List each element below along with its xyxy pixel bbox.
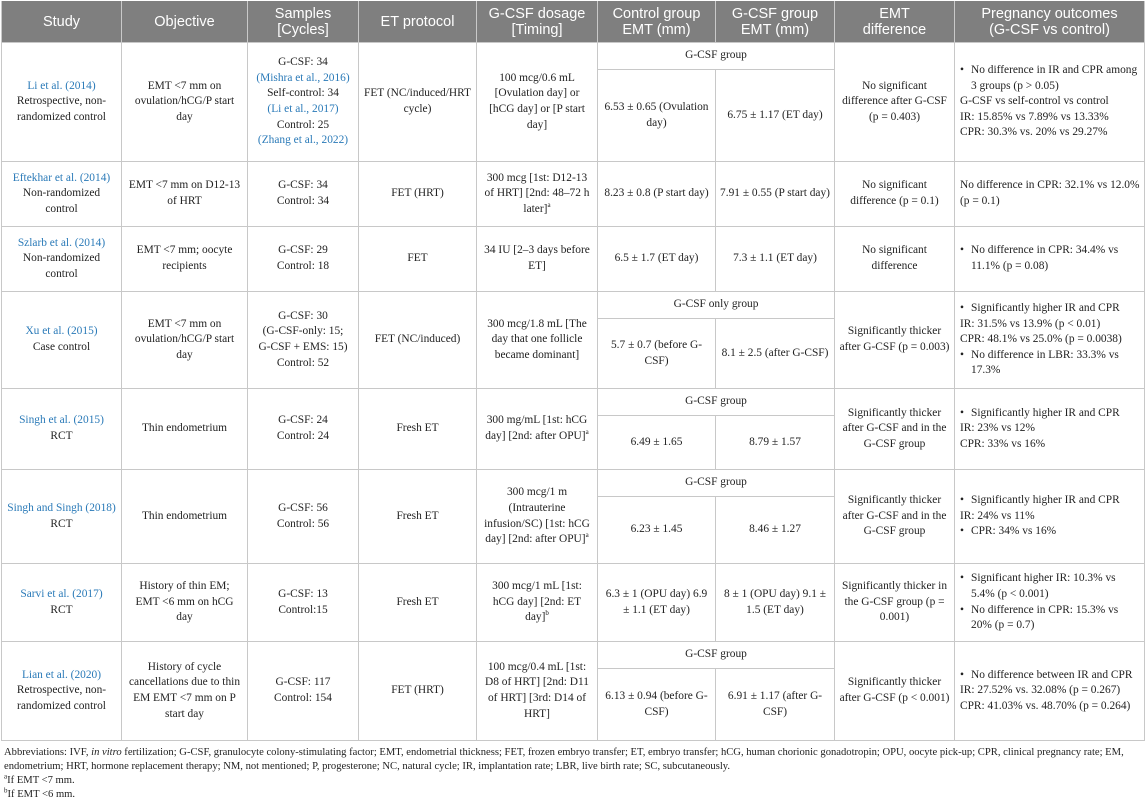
header-pregnancy-outcomes: Pregnancy outcomes (G-CSF vs control) <box>955 1 1145 43</box>
cell-pregnancy-outcomes <box>955 43 1145 162</box>
outcome-item: CPR: 48.1% vs 25.0% (p = 0.0038) <box>960 333 1122 346</box>
header-study: Study <box>2 1 122 43</box>
cell-gcsf-emt <box>716 70 835 162</box>
control-emt-value: 5.7 ± 0.7 (before G-CSF) <box>610 338 703 367</box>
control-emt-value: 6.3 ± 1 (OPU day) 6.9 ± 1.1 (ET day) <box>605 587 708 616</box>
cell-objective <box>122 564 248 642</box>
cell-gcsf-emt <box>716 162 835 227</box>
outcome-item: • No difference in LBR: 33.3% vs 17.3% <box>960 348 1140 379</box>
emt-difference-text: Significantly thicker after G-CSF (p = 0.003) <box>839 325 950 353</box>
sample-citation-link: (Li et al., 2017) <box>267 103 339 115</box>
table-row <box>2 292 1145 319</box>
objective-text: Thin endometrium <box>141 509 228 522</box>
header-samples: Samples [Cycles] <box>248 1 359 43</box>
study-citation-link: Sarvi et al. (2017) <box>20 587 103 600</box>
emt-difference-text: Significantly thicker after G-CSF (p < 0.001) <box>839 676 950 704</box>
emt-subheader: G-CSF group <box>685 648 747 661</box>
gcsf-studies-table <box>1 1 1145 741</box>
gcsf-emt-value: 8.1 ± 2.5 (after G-CSF) <box>721 346 829 359</box>
cell-study <box>2 389 122 470</box>
cell-study <box>2 162 122 227</box>
outcomes-list <box>960 406 1140 453</box>
cell-control-emt <box>598 416 716 470</box>
cell-study <box>2 642 122 741</box>
sample-line: Control:15 <box>278 603 328 616</box>
cell-gcsf-emt <box>716 319 835 389</box>
cell-gcsf-emt <box>716 564 835 642</box>
outcome-item: • Significantly higher IR and CPR <box>960 301 1140 317</box>
gcsf-emt-value: 7.91 ± 0.55 (P start day) <box>720 187 830 200</box>
sample-line: Control: 56 <box>276 517 330 530</box>
gcsf-emt-value: 6.91 ± 1.17 (after G-CSF) <box>727 689 823 718</box>
sample-line: Control: 154 <box>274 692 332 704</box>
dosage-text: 300 mcg/1 m (Intrauterine infusion/SC) [1st: hCG day] [2nd: after OPU] <box>484 486 590 546</box>
cell-gcsf-dosage <box>477 43 598 162</box>
study-citation-link: Szlarb et al. (2014) <box>17 236 106 249</box>
cell-gcsf-dosage <box>477 162 598 227</box>
table-row <box>2 642 1145 669</box>
table-row <box>2 43 1145 70</box>
cell-samples <box>248 389 359 470</box>
cell-control-emt <box>598 227 716 292</box>
emt-subheader: G-CSF only group <box>673 298 759 311</box>
study-design: Non-randomized control <box>22 187 101 215</box>
study-citation-link: Eftekhar et al. (2014) <box>12 171 111 184</box>
sample-line: G-CSF: 34 <box>278 56 328 69</box>
control-emt-value: 6.53 ± 0.65 (Ovulation day) <box>604 100 709 129</box>
sample-line: (G-CSF-only: 15; <box>262 325 344 338</box>
cell-control-emt <box>598 669 716 741</box>
cell-control-emt <box>598 564 716 642</box>
cell-study <box>2 43 122 162</box>
outcome-item: • No difference in CPR: 34.4% vs 11.1% (p = 0.08) <box>960 243 1140 274</box>
cell-gcsf-emt <box>716 416 835 470</box>
gcsf-emt-value: 8.46 ± 1.27 <box>749 523 801 536</box>
outcomes-list <box>960 301 1140 379</box>
outcome-item: • No difference between IR and CPR <box>960 668 1140 684</box>
table-row <box>2 227 1145 292</box>
outcome-item: CPR: 41.03% vs. 48.70% (p = 0.264) <box>960 699 1131 712</box>
header-control-emt: Control group EMT (mm) <box>598 1 716 43</box>
cell-control-emt <box>598 319 716 389</box>
objective-text: EMT <7 mm on ovulation/hCG/P start day <box>134 79 235 123</box>
cell-et-protocol <box>359 162 477 227</box>
outcome-item: IR: 31.5% vs 13.9% (p < 0.01) <box>960 317 1101 330</box>
cell-gcsf-dosage <box>477 227 598 292</box>
study-design: RCT <box>50 430 73 442</box>
outcome-item: IR: 27.52% vs. 32.08% (p = 0.267) <box>960 684 1121 697</box>
sample-line: Control: 18 <box>276 260 330 272</box>
sample-line: G-CSF: 30 <box>278 309 328 322</box>
cell-objective <box>122 292 248 389</box>
study-design: Case control <box>32 341 91 353</box>
sample-line: G-CSF: 24 <box>278 414 328 427</box>
outcome-item: No difference in CPR: 32.1% vs 12.0% (p = 0.1) <box>960 179 1140 207</box>
cell-emt-difference <box>835 227 955 292</box>
outcomes-list <box>960 493 1140 540</box>
dosage-text: 100 mcg/0.6 mL [Ovulation day] or [hCG day] or [P start day] <box>489 71 585 131</box>
cell-emt-subheader <box>598 470 835 497</box>
objective-text: EMT <7 mm on D12-13 of HRT <box>128 179 241 207</box>
cell-emt-difference <box>835 470 955 564</box>
header-et-protocol: ET protocol <box>359 1 477 43</box>
cell-et-protocol <box>359 43 477 162</box>
cell-emt-difference <box>835 564 955 642</box>
dosage-text: 300 mg/mL [1st: hCG day] [2nd: after OPU] <box>485 414 588 442</box>
dosage-text: 34 IU [2–3 days before ET] <box>484 244 590 272</box>
cell-objective <box>122 227 248 292</box>
outcome-item: CPR: 30.3% vs. 20% vs 29.27% <box>960 126 1108 139</box>
table-footnotes <box>4 746 1140 802</box>
outcome-item: G-CSF vs self-control vs control <box>960 95 1109 108</box>
cell-gcsf-dosage <box>477 564 598 642</box>
cell-gcsf-dosage <box>477 292 598 389</box>
emt-subheader: G-CSF group <box>685 49 747 62</box>
control-emt-value: 6.23 ± 1.45 <box>630 523 683 536</box>
cell-gcsf-dosage <box>477 642 598 741</box>
cell-samples <box>248 227 359 292</box>
sample-line: G-CSF + EMS: 15) <box>258 341 348 353</box>
abbreviations-note: Abbreviations: IVF, in vitro fertilization; G-CSF, granulocyte colony-stimulating factor; EMT, endometrial thickness; FET, frozen embryo transfer; ET, embryo transfer; hCG, human chorionic gonadotropin; OPU, oocyte pick-up; CPR, clinical pregnancy rate; EM, endometrium; HRT, hormone replacement therapy; NM, not mentioned; P, progesterone; NC, natural cycle; IR, implantation rate; LBR, live birth rate; SC, subcutaneously. <box>4 747 1124 772</box>
sample-line: G-CSF: 56 <box>278 501 328 514</box>
outcome-item: • No difference in IR and CPR among 3 groups (p > 0.05) <box>960 63 1140 94</box>
gcsf-emt-value: 7.3 ± 1.1 (ET day) <box>733 252 817 265</box>
cell-control-emt <box>598 497 716 564</box>
dosage-text: 300 mcg [1st: D12-13 of HRT] [2nd: 48–72 h later] <box>484 171 590 215</box>
et-protocol-text: FET (HRT) <box>391 684 444 697</box>
cell-study <box>2 470 122 564</box>
footnote-marker: a <box>585 428 589 437</box>
outcome-item: • CPR: 34% vs 16% <box>960 524 1140 540</box>
outcome-item: • No difference in CPR: 15.3% vs 20% (p = 0.7) <box>960 603 1140 634</box>
et-protocol-text: FET (NC/induced/HRT cycle) <box>364 87 471 115</box>
sample-line: Control: 34 <box>276 195 330 207</box>
cell-emt-difference <box>835 292 955 389</box>
header-row <box>2 1 1145 43</box>
outcomes-list <box>960 571 1140 633</box>
cell-emt-difference <box>835 43 955 162</box>
outcome-item: IR: 23% vs 12% <box>960 422 1035 435</box>
emt-difference-text: Significantly thicker after G-CSF and in the G-CSF group <box>842 406 947 450</box>
cell-objective <box>122 642 248 741</box>
cell-gcsf-emt <box>716 497 835 564</box>
study-design: RCT <box>50 603 73 616</box>
control-emt-value: 6.49 ± 1.65 <box>630 435 683 448</box>
cell-samples <box>248 642 359 741</box>
cell-samples <box>248 292 359 389</box>
cell-et-protocol <box>359 227 477 292</box>
header-emt-difference: EMT difference <box>835 1 955 43</box>
cell-gcsf-dosage <box>477 470 598 564</box>
cell-pregnancy-outcomes <box>955 292 1145 389</box>
table-row <box>2 162 1145 227</box>
cell-pregnancy-outcomes <box>955 470 1145 564</box>
table-row <box>2 389 1145 416</box>
footnote-b: $^b$If EMT <6 mm. <box>4 786 76 800</box>
cell-samples <box>248 43 359 162</box>
outcomes-list <box>960 63 1140 141</box>
study-citation-link: Singh et al. (2015) <box>19 414 104 427</box>
study-citation-link: Lian et al. (2020) <box>21 668 102 681</box>
emt-difference-text: No significant difference <box>862 244 927 272</box>
cell-study <box>2 564 122 642</box>
sample-citation-link: (Zhang et al., 2022) <box>257 134 349 147</box>
et-protocol-text: Fresh ET <box>396 595 439 608</box>
et-protocol-text: FET (HRT) <box>391 187 444 200</box>
outcomes-list <box>960 668 1140 715</box>
cell-pregnancy-outcomes <box>955 227 1145 292</box>
table-row <box>2 564 1145 642</box>
study-design: Retrospective, non-randomized control <box>16 95 107 123</box>
footnote-a: $^a$If EMT <7 mm. <box>4 772 75 786</box>
emt-difference-text: Significantly thicker after G-CSF and in the G-CSF group <box>842 494 947 538</box>
cell-control-emt <box>598 70 716 162</box>
control-emt-value: 6.5 ± 1.7 (ET day) <box>614 252 699 265</box>
study-design: RCT <box>50 517 73 530</box>
outcome-item: IR: 15.85% vs 7.89% vs 13.33% <box>960 110 1109 123</box>
et-protocol-text: Fresh ET <box>396 509 439 522</box>
cell-samples <box>248 162 359 227</box>
cell-emt-subheader <box>598 642 835 669</box>
cell-study <box>2 227 122 292</box>
cell-pregnancy-outcomes <box>955 642 1145 741</box>
objective-text: History of cycle cancellations due to thin EM EMT <7 mm on P start day <box>128 660 241 720</box>
sample-line: Control: 52 <box>276 356 330 369</box>
gcsf-emt-value: 8.79 ± 1.57 <box>749 435 801 448</box>
cell-gcsf-dosage <box>477 389 598 470</box>
control-emt-value: 6.13 ± 0.94 (before G-CSF) <box>605 689 708 718</box>
study-citation-link: Li et al. (2014) <box>27 79 96 92</box>
footnote-marker: b <box>545 609 549 618</box>
gcsf-emt-value: 6.75 ± 1.17 (ET day) <box>727 108 823 121</box>
control-emt-value: 8.23 ± 0.8 (P start day) <box>604 187 709 200</box>
cell-pregnancy-outcomes <box>955 389 1145 470</box>
cell-emt-subheader <box>598 389 835 416</box>
header-objective: Objective <box>122 1 248 43</box>
emt-subheader: G-CSF group <box>685 395 747 408</box>
cell-objective <box>122 43 248 162</box>
outcomes-list <box>960 178 1140 209</box>
emt-difference-text: No significant difference (p = 0.1) <box>850 179 939 207</box>
cell-samples <box>248 564 359 642</box>
dosage-text: 300 mcg/1.8 mL [The day that one follicle became dominant] <box>487 317 587 361</box>
dosage-text: 100 mcg/0.4 mL [1st: D8 of HRT] [2nd: D11 of HRT] [3rd: D14 of HRT] <box>485 660 589 720</box>
outcome-item: • Significantly higher IR and CPR <box>960 406 1140 422</box>
sample-line: Control: 25 <box>276 118 330 131</box>
cell-objective <box>122 162 248 227</box>
outcome-item: • Significantly higher IR and CPR <box>960 493 1140 509</box>
emt-subheader: G-CSF group <box>685 476 747 489</box>
sample-line: G-CSF: 34 <box>278 179 328 192</box>
cell-et-protocol <box>359 564 477 642</box>
cell-pregnancy-outcomes <box>955 162 1145 227</box>
header-gcsf-emt: G-CSF group EMT (mm) <box>716 1 835 43</box>
outcome-item: CPR: 33% vs 16% <box>960 437 1046 450</box>
header-gcsf-dosage: G-CSF dosage [Timing] <box>477 1 598 43</box>
cell-et-protocol <box>359 642 477 741</box>
cell-objective <box>122 470 248 564</box>
cell-emt-difference <box>835 389 955 470</box>
sample-line: G-CSF: 13 <box>278 587 328 600</box>
cell-et-protocol <box>359 292 477 389</box>
et-protocol-text: Fresh ET <box>396 422 439 435</box>
cell-emt-difference <box>835 162 955 227</box>
cell-et-protocol <box>359 389 477 470</box>
sample-citation-link: (Mishra et al., 2016) <box>256 71 350 84</box>
study-design: Non-randomized control <box>22 252 101 280</box>
table-body <box>2 43 1145 741</box>
objective-text: Thin endometrium <box>141 422 228 435</box>
gcsf-emt-value: 8 ± 1 (OPU day) 9.1 ± 1.5 (ET day) <box>723 587 827 616</box>
cell-emt-subheader <box>598 43 835 70</box>
objective-text: EMT <7 mm on ovulation/hCG/P start day <box>134 317 235 361</box>
cell-gcsf-emt <box>716 227 835 292</box>
cell-samples <box>248 470 359 564</box>
dosage-text: 300 mcg/1 mL [1st: hCG day] [2nd: ET day] <box>492 580 582 624</box>
sample-line: Control: 24 <box>276 430 330 442</box>
cell-objective <box>122 389 248 470</box>
cell-control-emt <box>598 162 716 227</box>
emt-difference-text: Significantly thicker in the G-CSF group (p = 0.001) <box>841 580 948 624</box>
outcome-item: • Significant higher IR: 10.3% vs 5.4% (p < 0.001) <box>960 571 1140 602</box>
table-row <box>2 470 1145 497</box>
cell-gcsf-emt <box>716 669 835 741</box>
cell-study <box>2 292 122 389</box>
sample-line: G-CSF: 29 <box>278 244 328 257</box>
sample-line: G-CSF: 117 <box>275 676 331 689</box>
et-protocol-text: FET <box>407 252 428 265</box>
outcome-item: IR: 24% vs 11% <box>960 509 1035 522</box>
footnote-marker: a <box>585 531 589 540</box>
objective-text: History of thin EM; EMT <6 mm on hCG day <box>135 580 234 624</box>
study-citation-link: Singh and Singh (2018) <box>7 501 116 514</box>
cell-emt-difference <box>835 642 955 741</box>
footnote-marker: a <box>547 201 551 209</box>
study-citation-link: Xu et al. (2015) <box>25 325 98 338</box>
objective-text: EMT <7 mm; oocyte recipients <box>136 244 233 272</box>
sample-line: Self-control: 34 <box>267 87 339 100</box>
cell-et-protocol <box>359 470 477 564</box>
emt-difference-text: No significant difference after G-CSF (p = 0.403) <box>842 79 947 123</box>
cell-emt-subheader <box>598 292 835 319</box>
cell-pregnancy-outcomes <box>955 564 1145 642</box>
outcomes-list <box>960 243 1140 274</box>
et-protocol-text: FET (NC/induced) <box>374 333 461 346</box>
study-design: Retrospective, non-randomized control <box>16 684 107 712</box>
